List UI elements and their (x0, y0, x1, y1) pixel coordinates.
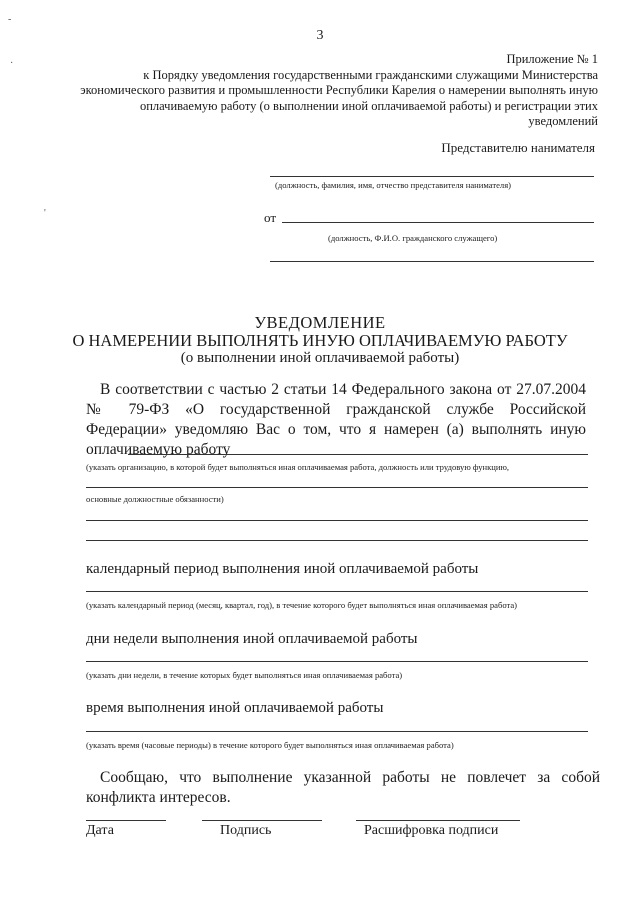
conclusion-text: Сообщаю, что выполнение указанной работы не повлечет за собой конфликта интересов. (86, 769, 600, 806)
time-field-line (86, 731, 588, 732)
work-field-line-3 (86, 520, 588, 521)
work-field-line-4 (86, 540, 588, 541)
page-number: 3 (316, 28, 324, 43)
intro-text: В соответствии с частью 2 статьи 14 Федерального закона от 27.07.2004 № 79-ФЗ «О государственной гражданской службе Российской Федерации» уведомляю Вас о том, что я намерен (а) выполнять иную оплачиваемую работу (86, 381, 586, 458)
days-field-line (86, 661, 588, 662)
intro-paragraph (86, 380, 586, 460)
work-field-line-2 (86, 487, 588, 488)
from-caption: (должность, Ф.И.О. гражданского служащего) (328, 233, 498, 243)
period-field-line (86, 591, 588, 592)
document-title: УВЕДОМЛЕНИЕ (254, 313, 386, 332)
document-subtitle: О НАМЕРЕНИИ ВЫПОЛНЯТЬ ИНУЮ ОПЛАЧИВАЕМУЮ РАБОТУ (72, 331, 568, 350)
work-caption-2: основные должностные обязанности) (86, 494, 224, 504)
representative-label: Представителю нанимателя (441, 140, 595, 155)
from-field-line (282, 222, 594, 223)
decode-label: Расшифровка подписи (364, 823, 499, 838)
date-label: Дата (86, 823, 114, 838)
appendix-title: Приложение № 1 (506, 52, 598, 66)
representative-field-line (270, 176, 594, 177)
scan-mark: · (10, 58, 14, 69)
representative-caption: (должность, фамилия, имя, отчество представителя нанимателя) (275, 180, 512, 190)
appendix-text: к Порядку уведомления государственными гражданскими служащими Министерства экономического развития и промышленности Республики Карелия о намерении выполнять иную оплачиваемую работу (о выполнении иной оплачиваемой работы) и регистрации этих уведомлений (80, 67, 598, 128)
days-caption: (указать дни недели, в течение которых будет выполняться иная оплачиваемая работа) (86, 670, 403, 680)
conclusion-paragraph (86, 768, 600, 808)
appendix-block (78, 52, 598, 130)
from-label: от (264, 210, 277, 225)
period-label: календарный период выполнения иной оплачиваемой работы (86, 561, 479, 577)
time-caption: (указать время (часовые периоды) в течение которого будет выполняться иная оплачиваемая работа) (86, 740, 454, 750)
scan-mark: - (8, 14, 12, 25)
work-field-line (128, 454, 588, 455)
decode-field-line (356, 820, 520, 821)
sign-label: Подпись (220, 823, 272, 838)
days-label: дни недели выполнения иной оплачиваемой работы (86, 631, 418, 647)
period-caption: (указать календарный период (месяц, квартал, год), в течение которого будет выполняться иная оплачиваемая работа) (86, 600, 518, 610)
from-field-line-2 (270, 261, 594, 262)
work-caption-1: (указать организацию, в которой будет выполняться иная оплачиваемая работа, должность или трудовую функцию, (86, 462, 510, 472)
time-label: время выполнения иной оплачиваемой работы (86, 700, 384, 716)
scan-mark: ' (44, 208, 46, 219)
document-subtitle-note: (о выполнении иной оплачиваемой работы) (180, 350, 460, 366)
sign-field-line (202, 820, 322, 821)
date-field-line (86, 820, 166, 821)
